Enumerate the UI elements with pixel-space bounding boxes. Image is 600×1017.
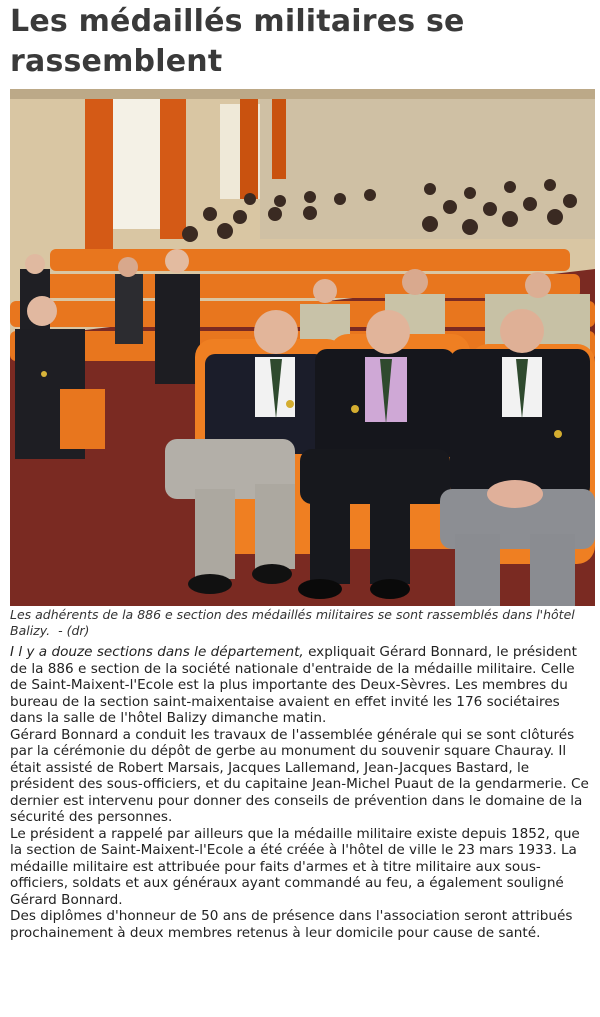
photo-credit: (dr)	[66, 623, 90, 638]
article-paragraph: Des diplômes d'honneur de 50 ans de présence dans l'association seront attribués prochainement à deux membres retenus à leur domicile pour cause de santé.	[10, 908, 573, 941]
photo-caption: Les adhérents de la 886 e section des médaillés militaires se sont rassemblés dans l'hôtel Balizy. - (dr)	[10, 607, 575, 638]
article-body	[10, 644, 595, 941]
article-photo	[10, 89, 595, 606]
photo-illustration	[10, 89, 595, 606]
photo-caption-text: Les adhérents de la 886 e section des médaillés militaires se sont rassemblés dans l'hôtel Balizy.	[10, 607, 575, 638]
article-lead-in: I l y a douze sections dans le département,	[10, 644, 304, 660]
article-paragraph: Gérard Bonnard a conduit les travaux de l'assemblée générale qui se sont clôturés par la cérémonie du dépôt de gerbe au monument du souvenir square Chauray. Il était assisté de Robert Marsais, Jacques Lallemand, Jean-Jacques Bastard, le président des sous-officiers, et du capitaine Jean-Michel Puaut de la gendarmerie. Ce dernier est intervenu pour donner des conseils de prévention dans le domaine de la sécurité des personnes.	[10, 726, 589, 825]
article-headline: Les médaillés militaires se rassemblent	[10, 4, 465, 79]
photo-curtain	[85, 89, 113, 249]
article-paragraph-text: expliquait Gérard Bonnard, le président de la 886 e section de la société nationale d'entraide de la médaille militaire. Celle de Saint-Maixent-l'Ecole est la plus importante des Deux-Sèvres. Les membres du bureau de la section saint-maixentaise avaient en effet invité les 176 sociétaires dans la salle de l'hôtel Balizy dimanche matin.	[10, 644, 577, 726]
article-paragraph	[10, 644, 595, 727]
article-paragraph: Le président a rappelé par ailleurs que la médaille militaire existe depuis 1852, que la section de Saint-Maixent-l'Ecole a été créée à l'hôtel de ville le 23 mars 1933. La médaille militaire est attribuée pour faits d'armes et à titre militaire aux sous-officiers, soldats et aux généraux ayant commandé au feu, a également souligné Gérard Bonnard.	[10, 825, 580, 908]
